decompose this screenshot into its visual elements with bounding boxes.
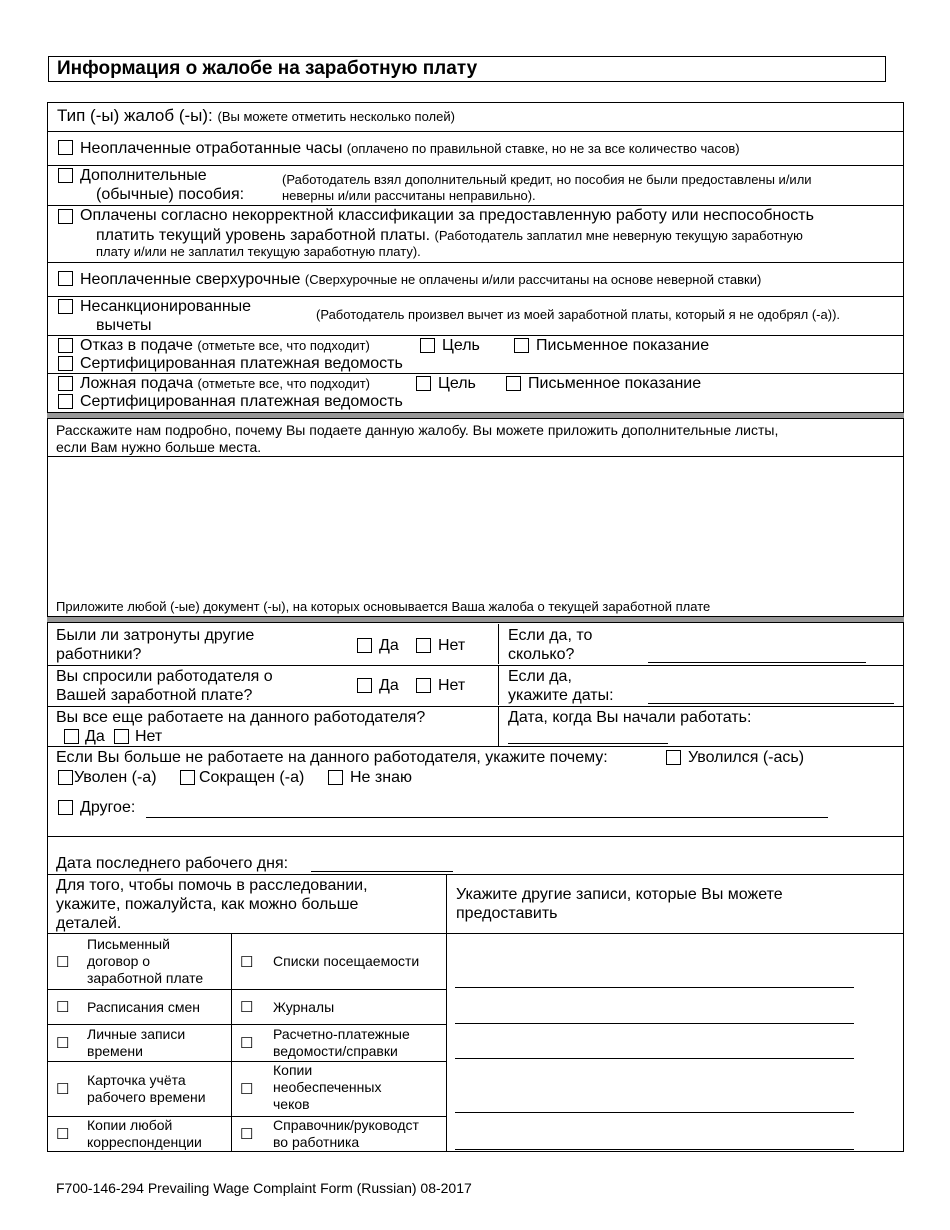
section-divider <box>47 412 904 419</box>
record-text: чеков <box>273 1096 310 1112</box>
deductions-label-1: Несанкционированные <box>80 298 252 315</box>
overtime-note: (Сверхурочные не оплачены и/или рассчитаны на основе неверной ставки) <box>304 272 762 287</box>
overtime-label: Неоплаченные сверхурочные <box>80 271 301 288</box>
record-right-4-checkbox[interactable]: ☐ <box>240 1126 254 1143</box>
record-text: ведомости/справки <box>273 1043 398 1059</box>
others-affected-2: работники? <box>56 646 142 663</box>
others-no-checkbox[interactable] <box>416 638 431 653</box>
start-date-input[interactable] <box>508 743 668 744</box>
failure-statement-checkbox[interactable] <box>514 338 529 353</box>
how-many-1: Если да, то <box>508 627 593 644</box>
help-text-1: Для того, чтобы помочь в расследовании, <box>56 877 368 894</box>
record-left-4 <box>87 1117 202 1151</box>
laid-off-checkbox[interactable] <box>180 770 195 785</box>
overtime-item <box>80 271 761 289</box>
help-text-2: укажите, пожалуйста, как можно больше <box>56 896 359 913</box>
start-date-label: Дата, когда Вы начали работать: <box>508 709 752 726</box>
unpaid-hours-checkbox[interactable] <box>58 140 73 155</box>
failure-goal-label: Цель <box>442 337 480 354</box>
dates-input[interactable] <box>648 703 894 704</box>
false-payroll-label: Сертифицированная платежная ведомость <box>80 393 403 410</box>
divider <box>47 874 904 875</box>
quit-label: Уволился (-ась) <box>688 749 805 766</box>
record-right-3-checkbox[interactable]: ☐ <box>240 1081 254 1098</box>
record-text: Личные записи <box>87 1026 186 1042</box>
asked-no-label: Нет <box>438 677 466 694</box>
divider <box>47 205 904 206</box>
record-right-4 <box>273 1117 419 1151</box>
failure-label: Отказ в подаче <box>80 337 193 354</box>
failure-note: (отметьте все, что подходит) <box>197 338 370 353</box>
dont-know-label: Не знаю <box>350 769 412 786</box>
benefits-label-2: (обычные) пособия: <box>96 186 245 203</box>
record-text: корреспонденции <box>87 1134 202 1150</box>
benefits-label-1: Дополнительные <box>80 167 207 184</box>
others-affected-1: Были ли затронуты другие <box>56 627 255 644</box>
divider <box>47 665 904 666</box>
false-goal-checkbox[interactable] <box>416 376 431 391</box>
asked-employer-1: Вы спросили работодателя о <box>56 668 273 685</box>
divider <box>47 262 904 263</box>
record-left-4-checkbox[interactable]: ☐ <box>56 1126 70 1143</box>
dates-1: Если да, <box>508 668 572 685</box>
record-left-3 <box>87 1072 206 1106</box>
record-text: Письменный <box>87 936 170 952</box>
other-records-1: Укажите другие записи, которые Вы можете <box>456 886 783 903</box>
record-text: рабочего времени <box>87 1089 206 1105</box>
benefits-note-2: неверны и/или рассчитаны неправильно). <box>282 188 536 203</box>
failure-goal-checkbox[interactable] <box>420 338 435 353</box>
divider <box>47 706 904 707</box>
divider <box>47 335 904 336</box>
record-right-3 <box>273 1062 381 1113</box>
still-working-label: Вы все еще работаете на данного работодателя? <box>56 709 426 726</box>
unpaid-hours-note: (оплачено по правильной ставке, но не за все количество часов) <box>346 141 740 156</box>
records-inner-divider <box>231 933 232 1152</box>
divider <box>47 373 904 374</box>
failure-payroll-checkbox[interactable] <box>58 356 73 371</box>
false-goal-label: Цель <box>438 375 476 392</box>
other-records-input-4[interactable] <box>455 1112 854 1113</box>
types-heading <box>57 106 455 126</box>
misclass-label-2: платить текущий уровень заработной платы. <box>96 227 431 244</box>
asked-yes-label: Да <box>379 677 399 694</box>
no-longer-label: Если Вы больше не работаете на данного работодателя, укажите почему: <box>56 749 608 766</box>
fired-label: Уволен (-а) <box>74 769 157 786</box>
false-filing-label: Ложная подача <box>80 375 194 392</box>
types-heading-note: (Вы можете отметить несколько полей) <box>217 109 455 124</box>
overtime-checkbox[interactable] <box>58 271 73 286</box>
form-footer: F700-146-294 Prevailing Wage Complaint Form (Russian) 08-2017 <box>56 1180 472 1196</box>
false-statement-label: Письменное показание <box>528 375 702 392</box>
column-divider <box>498 706 499 746</box>
deductions-label-2: вычеты <box>96 317 152 334</box>
how-many-input[interactable] <box>648 662 866 663</box>
last-day-label: Дата последнего рабочего дня: <box>56 855 289 872</box>
misclass-label-1: Оплачены согласно некорректной классификации за предоставленную работу или неспособность <box>80 207 814 224</box>
frame-right <box>903 102 904 1152</box>
record-left-3-checkbox[interactable]: ☐ <box>56 1081 70 1098</box>
asked-employer-2: Вашей заработной плате? <box>56 687 253 704</box>
still-no-checkbox[interactable] <box>114 729 129 744</box>
details-prompt-2: если Вам нужно больше места. <box>56 439 262 455</box>
frame-left <box>47 102 48 1152</box>
false-statement-checkbox[interactable] <box>506 376 521 391</box>
misclass-note-2: (Работодатель заплатил мне неверную текущую заработную <box>434 228 803 243</box>
laid-off-label: Сокращен (-а) <box>199 769 305 786</box>
record-left-0-checkbox[interactable]: ☐ <box>56 954 70 971</box>
deductions-note: (Работодатель произвел вычет из моей заработной платы, который я не одобрял (-а)). <box>316 307 841 322</box>
asked-yes-checkbox[interactable] <box>357 678 372 693</box>
other-records-2: предоставить <box>456 905 558 922</box>
false-payroll-checkbox[interactable] <box>58 394 73 409</box>
other-reason-checkbox[interactable] <box>58 800 73 815</box>
record-left-2-checkbox[interactable]: ☐ <box>56 1035 70 1052</box>
record-text: Копии <box>273 1062 313 1078</box>
unpaid-hours-label: Неоплаченные отработанные часы <box>80 140 343 157</box>
details-textarea[interactable] <box>48 457 903 597</box>
record-right-1: Журналы <box>273 999 335 1015</box>
deductions-checkbox[interactable] <box>58 299 73 314</box>
others-yes-label: Да <box>379 637 399 654</box>
form-title-box <box>48 56 886 82</box>
record-left-1: Расписания смен <box>87 999 201 1015</box>
others-yes-checkbox[interactable] <box>357 638 372 653</box>
false-filing-note: (отметьте все, что подходит) <box>197 376 371 391</box>
others-no-label: Нет <box>438 637 466 654</box>
last-day-input[interactable] <box>311 871 453 872</box>
divider <box>47 746 904 747</box>
record-right-2 <box>273 1026 410 1060</box>
unpaid-hours-item <box>80 140 740 158</box>
dates-2: укажите даты: <box>508 687 614 704</box>
failure-statement-label: Письменное показание <box>536 337 710 354</box>
divider <box>47 836 904 837</box>
record-text: необеспеченных <box>273 1079 382 1095</box>
failure-payroll-label: Сертифицированная платежная ведомость <box>80 355 403 372</box>
frame-top <box>47 102 904 103</box>
divider <box>47 1061 446 1062</box>
record-text: Копии любой <box>87 1117 173 1133</box>
asked-no-checkbox[interactable] <box>416 678 431 693</box>
record-text: во работника <box>273 1134 360 1150</box>
column-divider <box>498 624 499 664</box>
record-right-1-checkbox[interactable]: ☐ <box>240 999 254 1016</box>
misclass-note-3: плату и/или не заплатил текущую заработную плату). <box>96 244 421 259</box>
benefits-note-1: (Работодатель взял дополнительный кредит, но пособия не были предоставлены и/или <box>282 172 812 187</box>
failure-item <box>80 337 370 355</box>
frame-bottom <box>47 1151 904 1152</box>
false-filing-item <box>80 375 370 393</box>
record-right-2-checkbox[interactable]: ☐ <box>240 1035 254 1052</box>
record-right-0: Списки посещаемости <box>273 953 420 969</box>
still-yes-label: Да <box>85 728 105 745</box>
attach-note: Приложите любой (-ые) документ (-ы), на которых основывается Ваша жалоба о текущей заработной плате <box>56 599 711 614</box>
divider <box>47 165 904 166</box>
divider <box>47 933 904 934</box>
record-text: времени <box>87 1043 143 1059</box>
false-filing-checkbox[interactable] <box>58 376 73 391</box>
records-column-divider <box>446 874 447 1152</box>
misclass-item-2 <box>96 227 803 245</box>
dont-know-checkbox[interactable] <box>328 770 343 785</box>
help-text-3: деталей. <box>56 915 122 932</box>
divider <box>47 989 446 990</box>
record-text: договор о <box>87 953 151 969</box>
other-records-input-2[interactable] <box>455 1023 854 1024</box>
divider <box>47 296 904 297</box>
other-records-input-5[interactable] <box>455 1149 854 1150</box>
record-text: Расчетно-платежные <box>273 1026 410 1042</box>
column-divider <box>498 665 499 705</box>
failure-checkbox[interactable] <box>58 338 73 353</box>
misclassification-checkbox[interactable] <box>58 209 73 224</box>
other-records-input-3[interactable] <box>455 1058 854 1059</box>
record-left-0 <box>87 936 203 987</box>
record-text: Справочник/руководст <box>273 1117 419 1133</box>
types-heading-label: Тип (-ы) жалоб (-ы): <box>57 106 213 125</box>
divider <box>47 1024 446 1025</box>
record-text: заработной плате <box>87 970 204 986</box>
other-records-input-1[interactable] <box>455 987 854 988</box>
record-right-0-checkbox[interactable]: ☐ <box>240 954 254 971</box>
still-no-label: Нет <box>135 728 163 745</box>
divider <box>47 131 904 132</box>
quit-checkbox[interactable] <box>666 750 681 765</box>
record-left-1-checkbox[interactable]: ☐ <box>56 999 70 1016</box>
how-many-2: сколько? <box>508 646 575 663</box>
fired-checkbox[interactable] <box>58 770 73 785</box>
section-divider <box>47 616 904 623</box>
other-reason-input[interactable] <box>146 817 828 818</box>
still-yes-checkbox[interactable] <box>64 729 79 744</box>
details-prompt-1: Расскажите нам подробно, почему Вы подаете данную жалобу. Вы можете приложить дополнительные листы, <box>56 422 779 438</box>
other-reason-label: Другое: <box>80 799 136 816</box>
record-left-2 <box>87 1026 185 1060</box>
record-text: Карточка учёта <box>87 1072 186 1088</box>
form-title: Информация о жалобе на заработную плату <box>57 58 478 79</box>
benefits-checkbox[interactable] <box>58 168 73 183</box>
